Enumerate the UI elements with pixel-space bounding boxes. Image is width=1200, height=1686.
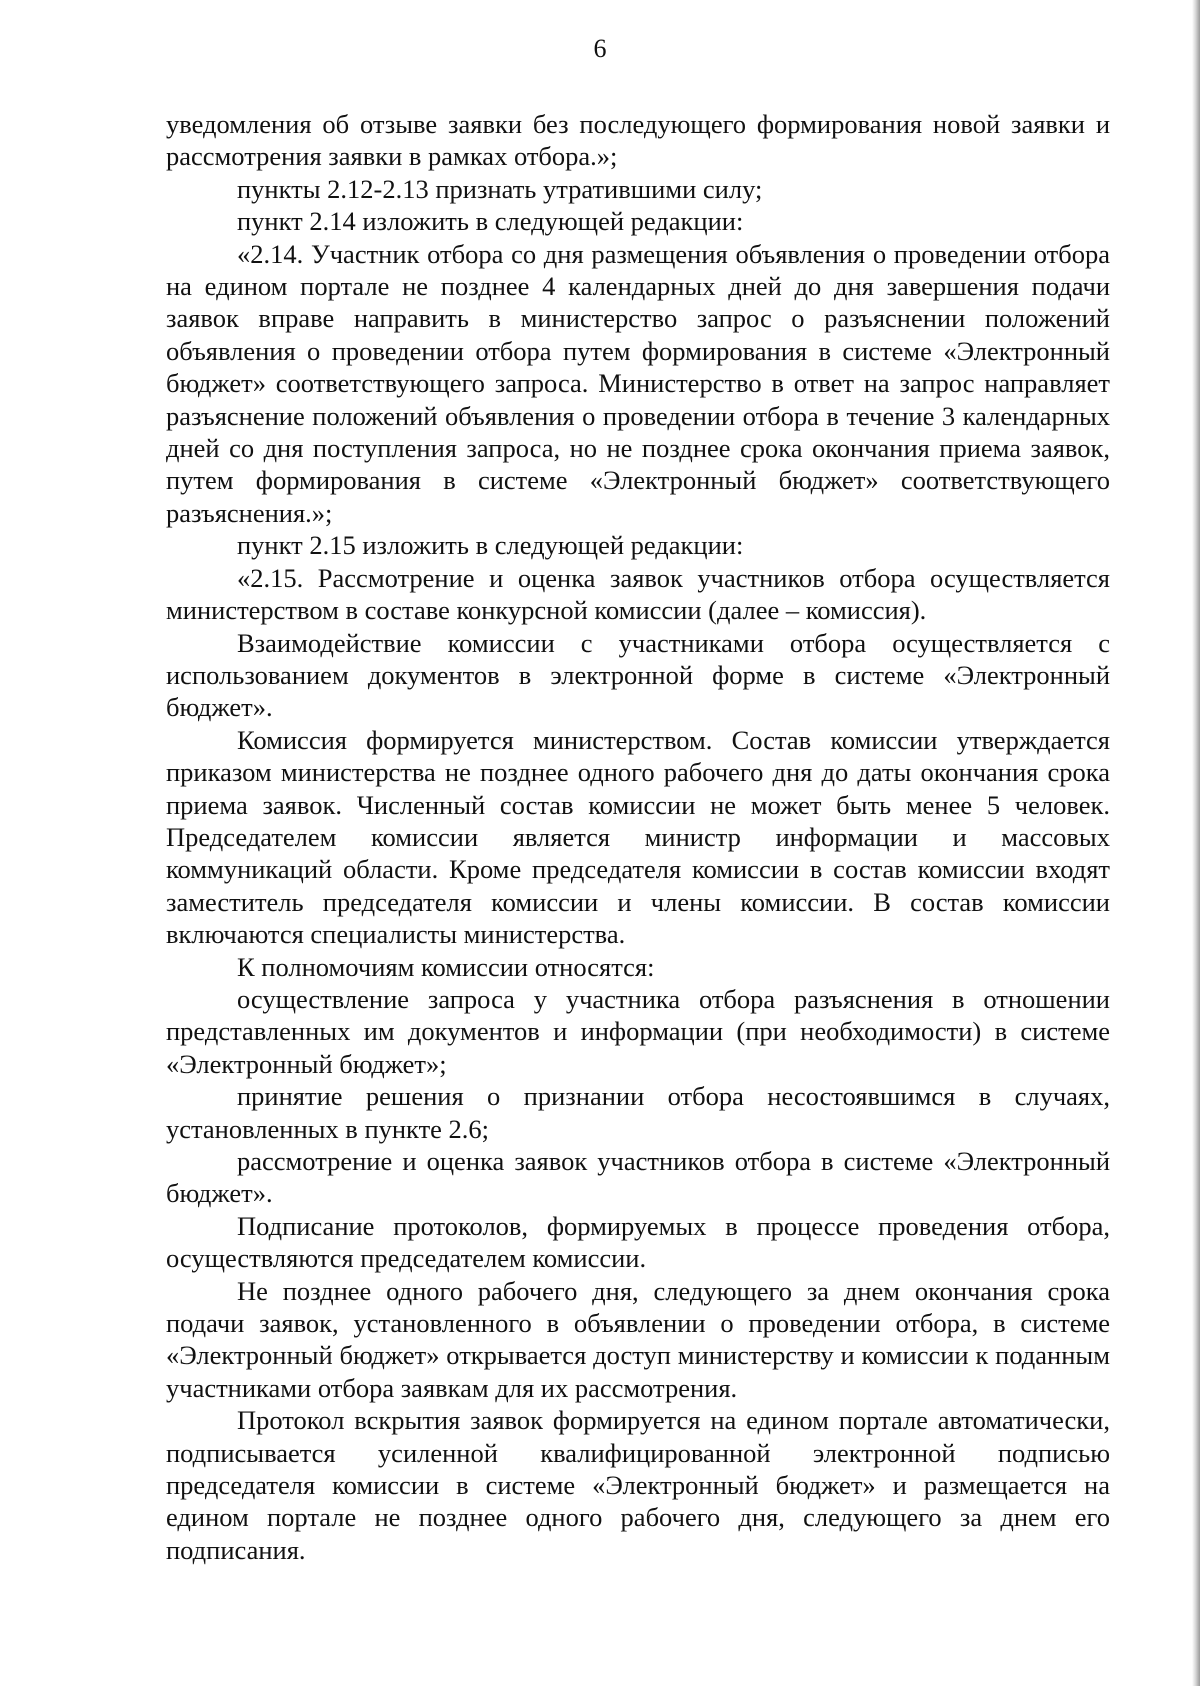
paragraph-opening-protocol: Протокол вскрытия заявок формируется на едином портале автоматически, подписывается усиленной квалифицированной электронной подписью председателя комиссии в системе «Электронный бюджет» и размещается на едином портале не позднее одного рабочего дня, следующего за днем его подписания. — [166, 1405, 1110, 1565]
paragraph-access-opening: Не позднее одного рабочего дня, следующего за днем окончания срока подачи заявок, установленного в объявлении о проведении отбора, в системе «Электронный бюджет» открывается доступ министерству и комиссии к поданным участниками отбора заявкам для их рассмотрения. — [166, 1275, 1110, 1403]
paragraph-power-clarification-request: осуществление запроса у участника отбора разъяснения в отношении представленных им документов и информации (при необходимости) в системе «Электронный бюджет»; — [166, 983, 1110, 1079]
page-number: 6 — [593, 34, 607, 63]
document-body — [166, 108, 1110, 1566]
paragraph-power-failed-selection: принятие решения о признании отбора несостоявшимся в случаях, установленных в пункте 2.6; — [166, 1081, 1110, 1144]
paragraph-clause-2-15: «2.15. Рассмотрение и оценка заявок участников отбора осуществляется министерством в составе конкурсной комиссии (далее – комиссия). — [166, 562, 1110, 626]
paragraph-clause-2-15-intro: пункт 2.15 изложить в следующей редакции: — [237, 530, 744, 561]
paragraph-clause-2-14-intro: пункт 2.14 изложить в следующей редакции: — [237, 206, 744, 237]
paragraph-clause-2-14: «2.14. Участник отбора со дня размещения объявления о проведении отбора на едином портале не позднее 4 календарных дней до дня завершения подачи заявок вправе направить в министерство запрос о разъяснении положений объявления о проведении отбора путем формирования в системе «Электронный бюджет» соответствующего запроса. Министерство в ответ на запрос направляет разъяснение положений объявления о проведении отбора в течение 3 календарных дней со дня поступления запроса, но не позднее срока окончания приема заявок, путем формирования в системе «Электронный бюджет» соответствующего разъяснения.»; — [166, 238, 1110, 528]
paragraph-withdrawal-notice: уведомления об отзыве заявки без последующего формирования новой заявки и рассмотрения заявки в рамках отбора.»; — [166, 109, 1110, 172]
paragraph-commission-powers-intro: К полномочиям комиссии относятся: — [237, 951, 655, 982]
paragraph-protocol-signing: Подписание протоколов, формируемых в процессе проведения отбора, осуществляются председателем комиссии. — [166, 1210, 1110, 1274]
paragraph-clauses-void: пункты 2.12-2.13 признать утратившими силу; — [237, 173, 763, 204]
paragraph-power-review: рассмотрение и оценка заявок участников отбора в системе «Электронный бюджет». — [166, 1146, 1110, 1209]
paragraph-commission-formation: Комиссия формируется министерством. Состав комиссии утверждается приказом министерства не позднее одного рабочего дня до даты окончания срока приема заявок. Численный состав комиссии не может быть менее 5 человек. Председателем комиссии является министр информации и массовых коммуникаций области. Кроме председателя комиссии в состав комиссии входят заместитель председателя комиссии и члены комиссии. В состав комиссии включаются специалисты министерства. — [166, 724, 1110, 950]
paragraph-commission-interaction: Взаимодействие комиссии с участниками отбора осуществляется с использованием документов в электронной форме в системе «Электронный бюджет». — [166, 627, 1110, 723]
scan-edge-shadow — [1192, 0, 1200, 1686]
